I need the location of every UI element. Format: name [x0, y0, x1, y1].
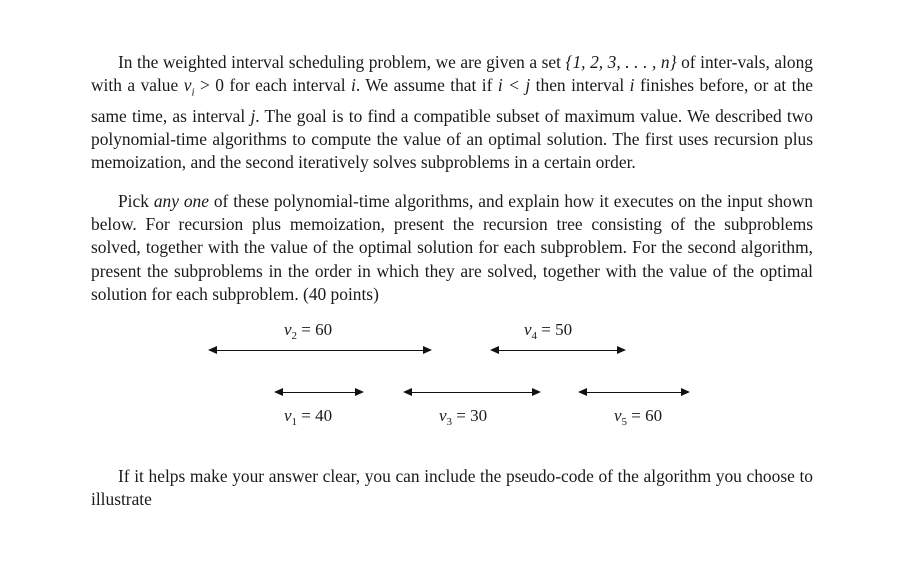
text-span: finishes before, or at the same time, as interval	[91, 75, 813, 126]
text-span: of inter-vals, along with a value	[91, 52, 814, 96]
math-var: i	[351, 75, 356, 96]
text-span: > 0 for each interval	[194, 75, 352, 96]
interval-label-v5: $v_5 = 60$	[614, 406, 663, 428]
interval-arrow-v4	[492, 350, 624, 351]
text-span: Pick	[118, 191, 154, 211]
interval-arrow-v2	[210, 350, 430, 351]
math-subscript: i	[191, 86, 195, 99]
emphasis-text: any one	[153, 191, 209, 211]
interval-arrow-v5	[580, 392, 688, 393]
interval-diagram	[0, 300, 912, 440]
math-set: {1, 2, 3, . . . , n}	[565, 52, 677, 72]
text-span: of these polynomial-time algorithms, and explain how it executes on the input shown below. For recursion plus memoization, present the recursion tree consisting of the subproblems solved, together with the value of the optimal solution for each subproblem. For the second algorithm, present the subproblems in the order in which they are solved, together with the value of the optimal solution for each subproblem. (40 points)	[91, 191, 813, 304]
text-span: In the weighted interval scheduling problem, we are given a set	[118, 52, 566, 72]
math-value-var: v	[183, 75, 192, 96]
math-var: i	[629, 75, 635, 96]
interval-label-v4: $v_4 = 50$	[524, 320, 573, 342]
text-span: . The goal is to find a compatible subset of maximum value. We described two polynomial-time algorithms to compute the value of an optimal solution. The first uses recursion plus memoization, and the second iteratively solves subproblems in a certain order.	[91, 105, 813, 173]
interval-arrow-v1	[276, 392, 362, 393]
interval-label-v3: $v_3 = 30$	[439, 406, 488, 428]
closing-note	[91, 465, 813, 511]
interval-label-v1: $v_1 = 40$	[284, 406, 333, 428]
interval-label-v2: $v_2 = 60$	[284, 320, 333, 342]
text-span: If it helps make your answer clear, you can include the pseudo-code of the algorithm you choose to illustrate	[91, 466, 813, 510]
text-span: . We assume that if	[355, 75, 498, 96]
interval-arrow-v3	[405, 392, 539, 393]
math-var: j	[250, 105, 256, 126]
task-instructions	[91, 190, 813, 306]
text-span: then interval	[530, 75, 630, 96]
problem-description	[91, 51, 813, 174]
math-inequality: i < j	[497, 75, 531, 96]
